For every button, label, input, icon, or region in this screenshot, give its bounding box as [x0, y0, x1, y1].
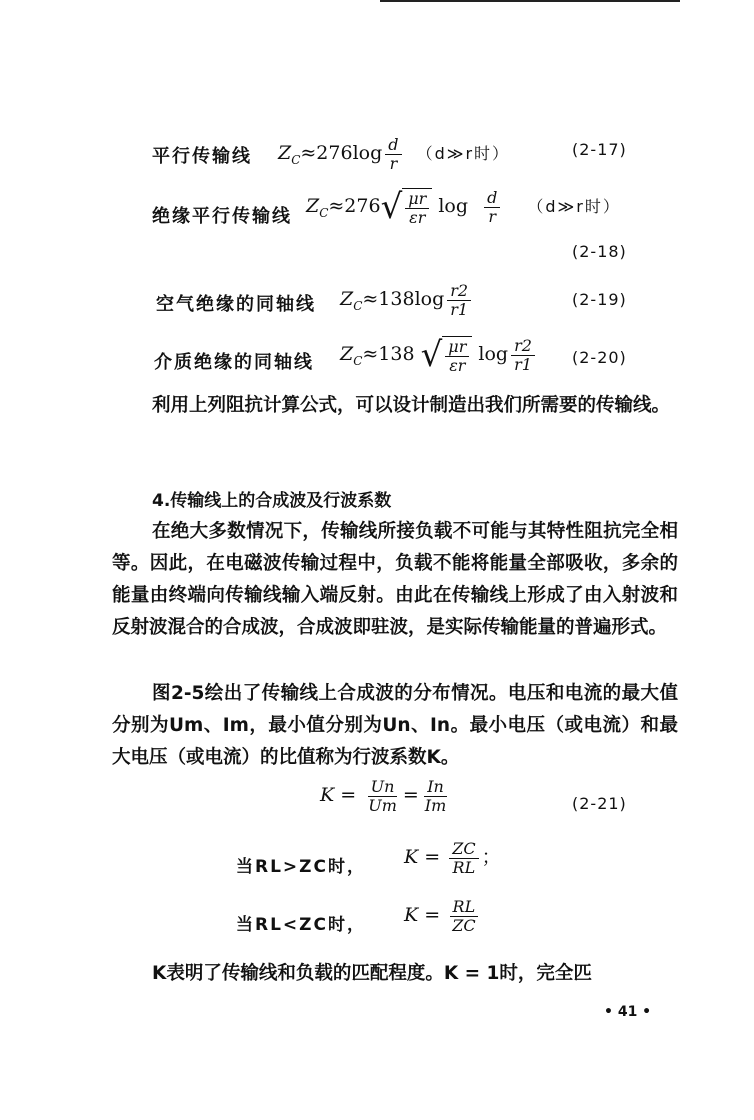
fraction	[422, 778, 450, 814]
section-heading: 4.传输线上的合成波及行波系数	[152, 491, 392, 511]
case-condition: 当RL>ZC时，	[236, 857, 366, 877]
top-rule	[380, 0, 680, 2]
frac-den: εr	[409, 207, 426, 227]
frac-num: d	[385, 136, 401, 155]
eq-log: log	[438, 195, 469, 218]
fraction	[445, 338, 469, 374]
eq-body	[306, 188, 621, 226]
paragraph-1: 利用上列阻抗计算公式，可以设计制造出我们所需要的传输线。	[152, 395, 671, 416]
eq-label: 空气绝缘的同轴线	[156, 294, 316, 315]
eq-body	[340, 282, 474, 318]
eq-number: (2-20)	[572, 348, 627, 367]
eq-condition: （d≫r时）	[527, 197, 621, 217]
frac-den: r1	[514, 354, 532, 374]
eq-sub: C	[353, 298, 363, 313]
eq-sub: C	[319, 205, 329, 220]
eq-approx: ≈276log	[300, 142, 383, 165]
eq-log: log	[478, 343, 509, 366]
paragraph-2: 在绝大多数情况下，传输线所接负载不可能与其特性阻抗完全相等。因此，在电磁波传输过程中，负载不能将能量全部吸收，多余的能量由终端向传输线输入端反射。由此在传输线上形成了由入射波和反射波混合的合成波，合成波即驻波，是实际传输能量的普遍形式。	[112, 521, 678, 638]
frac-den: r	[389, 153, 398, 173]
eq-lhs: Z	[340, 343, 354, 366]
frac-den: RL	[452, 857, 476, 877]
fraction	[385, 136, 401, 172]
eq-label: 绝缘平行传输线	[152, 206, 292, 227]
eq-lhs: K =	[404, 846, 441, 869]
eq-body	[320, 778, 452, 814]
frac-den: Im	[424, 795, 447, 815]
fraction	[511, 337, 535, 373]
frac-num: μr	[405, 190, 429, 209]
frac-num: Un	[368, 778, 398, 797]
frac-den: r1	[450, 299, 469, 319]
page-number: • 41 •	[604, 1004, 652, 1020]
fraction	[405, 190, 429, 226]
fraction	[449, 840, 478, 876]
eq-lhs: Z	[306, 195, 320, 218]
eq-sub: C	[291, 152, 301, 167]
fraction	[449, 898, 478, 934]
fraction	[365, 778, 400, 814]
eq-number: (2-18)	[572, 242, 627, 261]
radical-sign: √	[420, 335, 443, 376]
frac-num: r2	[447, 282, 471, 301]
eq-lhs: Z	[278, 142, 292, 165]
eq-lhs: K =	[404, 904, 441, 927]
eq-approx: ≈138	[362, 343, 415, 366]
eq-approx: ≈138log	[362, 288, 445, 311]
eq-body	[404, 898, 482, 934]
frac-num: In	[424, 778, 447, 797]
eq-body	[404, 840, 501, 876]
eq-label: 介质绝缘的同轴线	[154, 352, 314, 373]
eq-body	[278, 136, 510, 172]
eq-number: (2-21)	[572, 794, 627, 813]
frac-den: Um	[368, 795, 397, 815]
frac-num: RL	[450, 898, 479, 917]
frac-den: r	[488, 206, 497, 226]
sqrt	[421, 336, 473, 374]
eq-sub: C	[353, 353, 363, 368]
frac-num: μr	[445, 338, 469, 357]
eq-lhs: Z	[340, 288, 354, 311]
case-condition: 当RL<ZC时，	[236, 915, 366, 935]
radical-sign: √	[380, 187, 403, 228]
eq-number: (2-17)	[572, 140, 627, 159]
sqrt	[381, 188, 433, 226]
eq-number: (2-19)	[572, 290, 627, 309]
eq-tail: ；	[481, 846, 501, 869]
paragraph-4: K表明了传输线和负载的匹配程度。K = 1时，完全匹	[152, 963, 592, 984]
paragraph-3: 图2-5绘出了传输线上合成波的分布情况。电压和电流的最大值分别为Um、Im，最小值分别为Un、In。最小电压（或电流）和最大电压（或电流）的比值称为行波系数K。	[112, 683, 678, 768]
eq-label: 平行传输线	[152, 146, 252, 167]
fraction	[484, 189, 500, 225]
eq-approx: ≈276	[328, 195, 381, 218]
eq-body	[340, 336, 538, 374]
frac-den: εr	[449, 355, 466, 375]
frac-num: ZC	[449, 840, 478, 859]
frac-num: r2	[511, 337, 535, 356]
frac-num: d	[484, 189, 500, 208]
eq-lhs: K =	[320, 784, 357, 807]
frac-den: ZC	[452, 915, 476, 935]
fraction	[447, 282, 471, 318]
eq-equals: =	[402, 784, 419, 807]
eq-condition: （d≫r时）	[416, 144, 511, 164]
